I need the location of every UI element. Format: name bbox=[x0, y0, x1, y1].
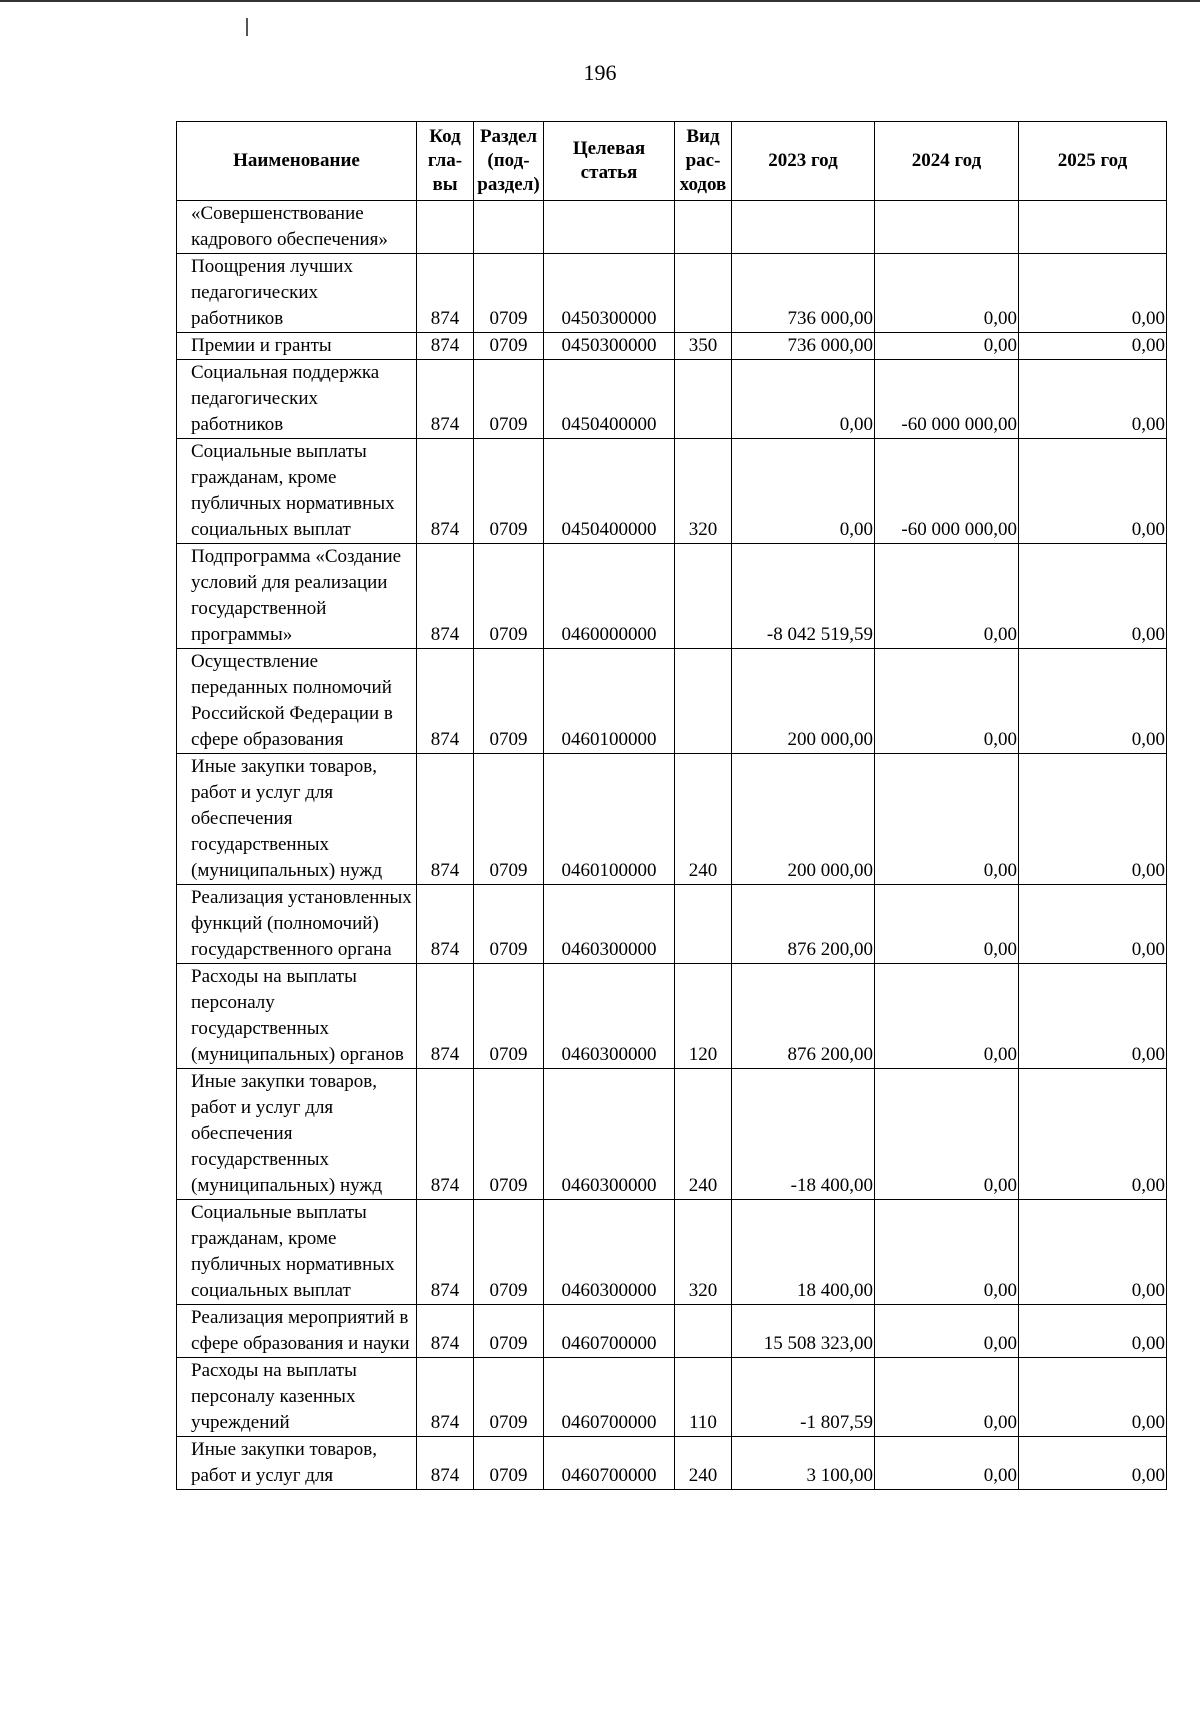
cell-code: 874 bbox=[417, 1358, 474, 1437]
cell-section: 0709 bbox=[474, 1200, 544, 1305]
cell-target: 0460700000 bbox=[544, 1305, 675, 1358]
cell-y2025: 0,00 bbox=[1019, 649, 1167, 754]
cell-y2025: 0,00 bbox=[1019, 1069, 1167, 1200]
cell-section: 0709 bbox=[474, 1437, 544, 1490]
cell-name: Социальные выплаты гражданам, кроме публичных нормативных социальных выплат bbox=[177, 439, 417, 544]
cell-target: 0460100000 bbox=[544, 649, 675, 754]
cell-code: 874 bbox=[417, 885, 474, 964]
table-row bbox=[177, 254, 1167, 333]
table-row bbox=[177, 1069, 1167, 1200]
cell-y2025: 0,00 bbox=[1019, 1437, 1167, 1490]
cell-y2023: 736 000,00 bbox=[732, 254, 875, 333]
cell-y2024: 0,00 bbox=[875, 254, 1019, 333]
cell-type: 240 bbox=[675, 1437, 732, 1490]
cell-type: 110 bbox=[675, 1358, 732, 1437]
cell-y2025: 0,00 bbox=[1019, 1358, 1167, 1437]
header-2025: 2025 год bbox=[1019, 122, 1167, 201]
cell-name: Подпрограмма «Создание условий для реализации государственной программы» bbox=[177, 544, 417, 649]
cell-y2023: -1 807,59 bbox=[732, 1358, 875, 1437]
cell-code: 874 bbox=[417, 544, 474, 649]
cell-name: Расходы на выплаты персоналу казенных учреждений bbox=[177, 1358, 417, 1437]
cell-y2024 bbox=[875, 201, 1019, 254]
table-row bbox=[177, 754, 1167, 885]
budget-table bbox=[176, 121, 1167, 1490]
cell-y2024: 0,00 bbox=[875, 1437, 1019, 1490]
cell-name: Осуществление переданных полномочий Российской Федерации в сфере образования bbox=[177, 649, 417, 754]
cell-section: 0709 bbox=[474, 544, 544, 649]
table-row bbox=[177, 439, 1167, 544]
cell-target bbox=[544, 201, 675, 254]
cell-y2025: 0,00 bbox=[1019, 754, 1167, 885]
table-row bbox=[177, 1437, 1167, 1490]
table-row bbox=[177, 649, 1167, 754]
cell-y2025: 0,00 bbox=[1019, 439, 1167, 544]
header-row bbox=[177, 122, 1167, 201]
cell-y2023 bbox=[732, 201, 875, 254]
cell-type bbox=[675, 360, 732, 439]
cell-y2024: 0,00 bbox=[875, 333, 1019, 360]
cell-y2024: 0,00 bbox=[875, 964, 1019, 1069]
cell-y2025: 0,00 bbox=[1019, 885, 1167, 964]
cell-name: Премии и гранты bbox=[177, 333, 417, 360]
header-2024: 2024 год bbox=[875, 122, 1019, 201]
cell-y2023: 200 000,00 bbox=[732, 754, 875, 885]
cell-y2023: 200 000,00 bbox=[732, 649, 875, 754]
cell-name: Иные закупки товаров, работ и услуг для обеспечения государственных (муниципальных) нужд bbox=[177, 754, 417, 885]
cell-section bbox=[474, 201, 544, 254]
header-name: Наименование bbox=[177, 122, 417, 201]
cell-name: Расходы на выплаты персоналу государственных (муниципальных) органов bbox=[177, 964, 417, 1069]
table-row bbox=[177, 1305, 1167, 1358]
header-code: Код гла-вы bbox=[417, 122, 474, 201]
header-target: Целевая статья bbox=[544, 122, 675, 201]
cell-y2023: 0,00 bbox=[732, 439, 875, 544]
cell-code: 874 bbox=[417, 254, 474, 333]
cell-target: 0460300000 bbox=[544, 964, 675, 1069]
cell-name: Социальная поддержка педагогических работников bbox=[177, 360, 417, 439]
cell-target: 0450300000 bbox=[544, 333, 675, 360]
cell-type: 240 bbox=[675, 754, 732, 885]
cell-type bbox=[675, 544, 732, 649]
cell-y2025: 0,00 bbox=[1019, 964, 1167, 1069]
cell-y2024: -60 000 000,00 bbox=[875, 360, 1019, 439]
scan-speck bbox=[246, 18, 248, 36]
cell-type bbox=[675, 254, 732, 333]
cell-code: 874 bbox=[417, 649, 474, 754]
cell-target: 0450300000 bbox=[544, 254, 675, 333]
cell-y2025: 0,00 bbox=[1019, 1305, 1167, 1358]
cell-code: 874 bbox=[417, 360, 474, 439]
cell-y2025: 0,00 bbox=[1019, 544, 1167, 649]
cell-y2023: 876 200,00 bbox=[732, 885, 875, 964]
cell-target: 0460700000 bbox=[544, 1437, 675, 1490]
cell-code: 874 bbox=[417, 439, 474, 544]
cell-y2025: 0,00 bbox=[1019, 254, 1167, 333]
cell-y2024: 0,00 bbox=[875, 1069, 1019, 1200]
cell-section: 0709 bbox=[474, 964, 544, 1069]
cell-name: Иные закупки товаров, работ и услуг для bbox=[177, 1437, 417, 1490]
cell-y2023: 18 400,00 bbox=[732, 1200, 875, 1305]
cell-y2024: -60 000 000,00 bbox=[875, 439, 1019, 544]
cell-y2023: 15 508 323,00 bbox=[732, 1305, 875, 1358]
cell-name: Поощрения лучших педагогических работников bbox=[177, 254, 417, 333]
cell-code: 874 bbox=[417, 964, 474, 1069]
cell-y2025: 0,00 bbox=[1019, 333, 1167, 360]
scan-border-mark bbox=[0, 0, 1200, 2]
cell-y2025 bbox=[1019, 201, 1167, 254]
header-2023: 2023 год bbox=[732, 122, 875, 201]
cell-type bbox=[675, 1305, 732, 1358]
cell-code: 874 bbox=[417, 1069, 474, 1200]
cell-type: 120 bbox=[675, 964, 732, 1069]
cell-type: 240 bbox=[675, 1069, 732, 1200]
cell-section: 0709 bbox=[474, 1069, 544, 1200]
cell-name: Иные закупки товаров, работ и услуг для обеспечения государственных (муниципальных) нужд bbox=[177, 1069, 417, 1200]
cell-y2024: 0,00 bbox=[875, 754, 1019, 885]
cell-section: 0709 bbox=[474, 1358, 544, 1437]
table-row bbox=[177, 333, 1167, 360]
cell-y2024: 0,00 bbox=[875, 1200, 1019, 1305]
cell-type bbox=[675, 649, 732, 754]
cell-type bbox=[675, 885, 732, 964]
cell-type: 350 bbox=[675, 333, 732, 360]
cell-code: 874 bbox=[417, 754, 474, 885]
cell-target: 0450400000 bbox=[544, 360, 675, 439]
cell-y2025: 0,00 bbox=[1019, 1200, 1167, 1305]
table-row bbox=[177, 360, 1167, 439]
cell-code bbox=[417, 201, 474, 254]
cell-target: 0460700000 bbox=[544, 1358, 675, 1437]
cell-target: 0460300000 bbox=[544, 1069, 675, 1200]
table-row bbox=[177, 544, 1167, 649]
page-number: 196 bbox=[583, 60, 617, 85]
cell-section: 0709 bbox=[474, 439, 544, 544]
cell-y2025: 0,00 bbox=[1019, 360, 1167, 439]
cell-y2023: 3 100,00 bbox=[732, 1437, 875, 1490]
cell-type bbox=[675, 201, 732, 254]
cell-target: 0460000000 bbox=[544, 544, 675, 649]
cell-name: Реализация мероприятий в сфере образования и науки bbox=[177, 1305, 417, 1358]
table-row bbox=[177, 885, 1167, 964]
cell-section: 0709 bbox=[474, 333, 544, 360]
cell-section: 0709 bbox=[474, 754, 544, 885]
cell-code: 874 bbox=[417, 1200, 474, 1305]
table-row bbox=[177, 1200, 1167, 1305]
cell-y2023: 0,00 bbox=[732, 360, 875, 439]
cell-target: 0450400000 bbox=[544, 439, 675, 544]
header-section: Раздел (под-раздел) bbox=[474, 122, 544, 201]
cell-code: 874 bbox=[417, 333, 474, 360]
cell-type: 320 bbox=[675, 439, 732, 544]
cell-section: 0709 bbox=[474, 885, 544, 964]
cell-section: 0709 bbox=[474, 1305, 544, 1358]
cell-section: 0709 bbox=[474, 649, 544, 754]
cell-code: 874 bbox=[417, 1305, 474, 1358]
cell-target: 0460100000 bbox=[544, 754, 675, 885]
table-row bbox=[177, 201, 1167, 254]
cell-target: 0460300000 bbox=[544, 1200, 675, 1305]
cell-section: 0709 bbox=[474, 254, 544, 333]
header-type: Вид рас-ходов bbox=[675, 122, 732, 201]
cell-y2024: 0,00 bbox=[875, 885, 1019, 964]
cell-name: «Совершенствование кадрового обеспечения» bbox=[177, 201, 417, 254]
cell-y2024: 0,00 bbox=[875, 649, 1019, 754]
table-body bbox=[177, 201, 1167, 1490]
cell-name: Реализация установленных функций (полномочий) государственного органа bbox=[177, 885, 417, 964]
cell-y2023: 736 000,00 bbox=[732, 333, 875, 360]
cell-name: Социальные выплаты гражданам, кроме публичных нормативных социальных выплат bbox=[177, 1200, 417, 1305]
table-row bbox=[177, 964, 1167, 1069]
cell-y2024: 0,00 bbox=[875, 1358, 1019, 1437]
cell-y2023: -8 042 519,59 bbox=[732, 544, 875, 649]
cell-y2024: 0,00 bbox=[875, 544, 1019, 649]
cell-code: 874 bbox=[417, 1437, 474, 1490]
cell-type: 320 bbox=[675, 1200, 732, 1305]
table-row bbox=[177, 1358, 1167, 1437]
cell-target: 0460300000 bbox=[544, 885, 675, 964]
cell-y2024: 0,00 bbox=[875, 1305, 1019, 1358]
cell-y2023: 876 200,00 bbox=[732, 964, 875, 1069]
cell-section: 0709 bbox=[474, 360, 544, 439]
cell-y2023: -18 400,00 bbox=[732, 1069, 875, 1200]
